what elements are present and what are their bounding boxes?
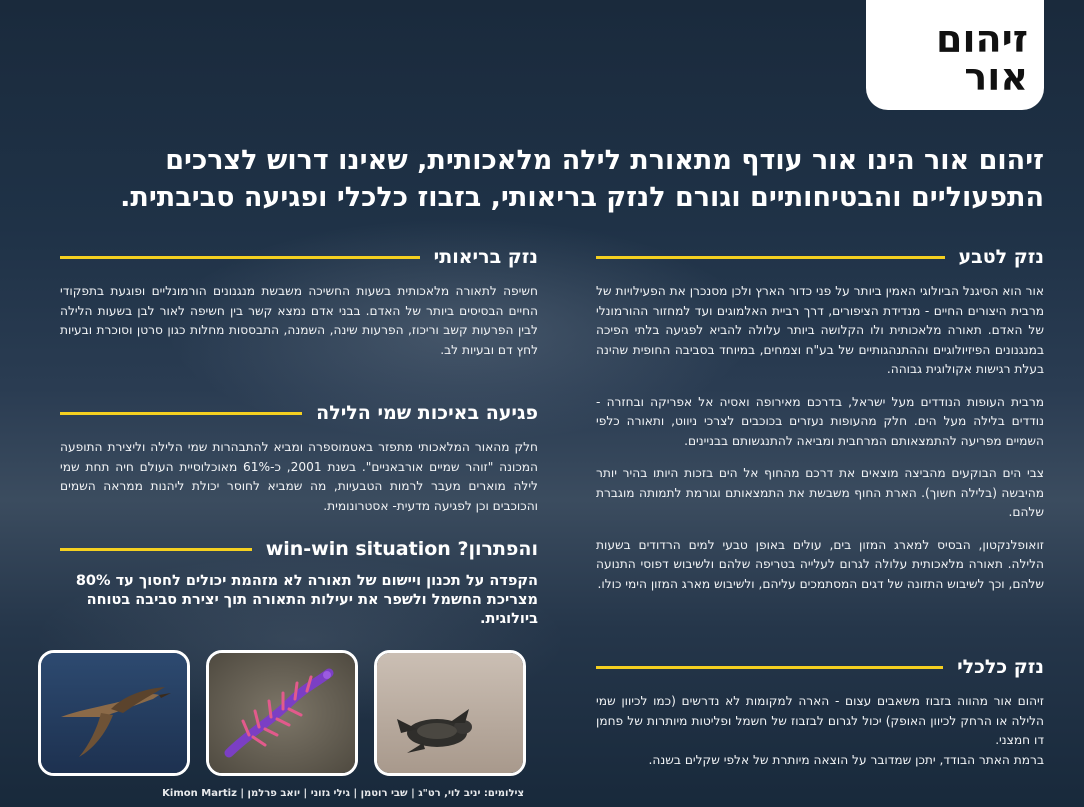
section-night-sky [60, 400, 538, 529]
section-body [596, 692, 1044, 770]
paragraph: זואופלנקטון, הבסיס למארג המזון בים, עולים באופן טבעי למים הרדודים בשעות הלילה. תאורה מלאכותית עלולה לגרום לעלייה בטריפה שלהם ולשיבוש דפוסי התנועה שלהם, וכך לשיבוש התזונה של דגים המסתמכים עליהם, ולשיבוש מארג המזון הימי כולו. [596, 537, 1044, 591]
section-body [60, 438, 538, 516]
yellow-rule [596, 256, 945, 259]
paragraph: חלק מהאור המלאכותי מתפזר באטמוספרה ומביא להתבהרות שמי הלילה וליצירת התופעה המכונה "זוהר שמיים אורבאניים". בשנת 2001, כ-61% מאוכלוסיית העולם חיה תחת שמי לילה מוארים מעבר לרמות הטבעיות, מה שמביא לחוסר יכולת ליהנות ממראה השמים והכוכבים וכן לפגיעה מדעית- אסטרונומית. [60, 440, 539, 513]
solution-heading-en: win-win situation [265, 538, 451, 560]
section-header [596, 654, 1044, 680]
paragraph: זיהום אור מהווה בזבוז משאבים עצום - הארה למקומות לא נדרשים (כמו לכיוון שמי הלילה או הרחק לכיוון האופק) יכול לגרום לבזבוז של חשמל ופליטות מיותרות של פחמן דו חמצני. [596, 694, 1044, 747]
title-box [866, 0, 1044, 110]
section-health-damage [60, 244, 538, 373]
section-header [60, 536, 538, 562]
photo-credits: צילומים: יניב לוי, רט"ג | שבי רוטמן | גילי גזוני | יואב פרלמן | Kimon Martiz [162, 788, 524, 799]
section-heading: פגיעה באיכות שמי הלילה [316, 402, 538, 424]
section-header [60, 400, 538, 426]
page-title: זיהום אור [935, 17, 1028, 99]
solution-text: הקפדה על תכנון ויישום של תאורה לא מזהמת יכולים לחסוך עד 80% מצריכת החשמל ולשפר את יעילות התאורה תוך יצירת סביבה בטוחה ביולוגית. [75, 573, 538, 627]
section-economic-damage [596, 654, 1044, 783]
section-heading: נזק כלכלי [957, 656, 1044, 678]
nudibranch-photo [206, 650, 358, 776]
nudibranch-image [209, 653, 355, 773]
section-header [596, 244, 1044, 270]
yellow-rule [596, 666, 943, 669]
section-solution [60, 536, 538, 629]
intro-statement: זיהום אור הינו אור עודף מתאורת לילה מלאכותית, שאינו דרוש לצרכים התפעוליים והבטיחותיים וגורם לנזק בריאותי, בזבוז כלכלי ופגיעה סביבתית. [120, 145, 1044, 213]
paragraph: אור הוא הסיגנל הביולוגי האמין ביותר על פני כדור הארץ ולכן מסנכרן את הפעילויות של מרבית היצורים החיים - מנדידת הציפורים, דרך רביית האלמוגים ועד למחזור ההורמונלי של האדם. תאורה מלאכותית ולו הקלושה ביותר עלולה להביא לפגיעה בלתי הפיכה במנגנונים הפיזיולוגיים וההתנהגותיים של בע"ח וצמחים, במיוחד בסביבה החופית שהינה בעלת רגישות אקולוגית גבוהה. [596, 284, 1044, 376]
section-heading: נזק בריאותי [433, 246, 538, 268]
turtle-image [377, 653, 523, 773]
paragraph: חשיפה לתאורה מלאכותית בשעות החשיכה משבשת מנגנונים הורמונליים ופוגעת בתפקודי החיים הבסיסים ביותר של האדם. בבני אדם נמצא קשר בין חשיפה לאור לבן בשעות הלילה לבין הפרעות קשב וריכוז, הפרעות שינה, השמנה, התבססות מחלות כגון סרטן וסוכרת ובעיות לחץ דם ובעיות לב. [60, 284, 538, 357]
yellow-rule [60, 256, 420, 259]
section-heading: נזק לטבע [958, 246, 1044, 268]
section-heading [266, 536, 538, 562]
turtle-photo [374, 650, 526, 776]
paragraph: מרבית העופות הנודדים מעל ישראל, בדרכם מאירופה ואסיה אל אפריקה ובחזרה - נודדים בלילה מעל הים. חלק מהעופות נעזרים בכוכבים לצרכי ניווט, ותאורה כלפי השמיים מפריעה להתמצאותם המרחבית ומביאה להתנגשותם בבניינים. [596, 394, 1044, 448]
section-nature-damage [596, 244, 1044, 607]
seabird-photo [38, 650, 190, 776]
solution-heading-he: והפתרון? [457, 538, 538, 560]
paragraph: צבי הים הבוקעים מהביצה מוצאים את דרכם מהחוף אל הים בזכות היותו בהיר יותר מהיבשה (בלילה חשוך). הארת החוף משבשת את התמצאותם וגורמת לתמותה מוגברת שלהם. [596, 466, 1044, 519]
yellow-rule [60, 548, 252, 551]
section-body [596, 282, 1044, 594]
photo-strip [44, 650, 526, 774]
paragraph: ברמת האתר הבודד, יתכן שמדובר על הוצאה מיותרת של אלפי שקלים בשנה. [648, 752, 1044, 767]
section-body [60, 282, 538, 360]
seabird-image [41, 653, 187, 773]
section-header [60, 244, 538, 270]
yellow-rule [60, 412, 302, 415]
